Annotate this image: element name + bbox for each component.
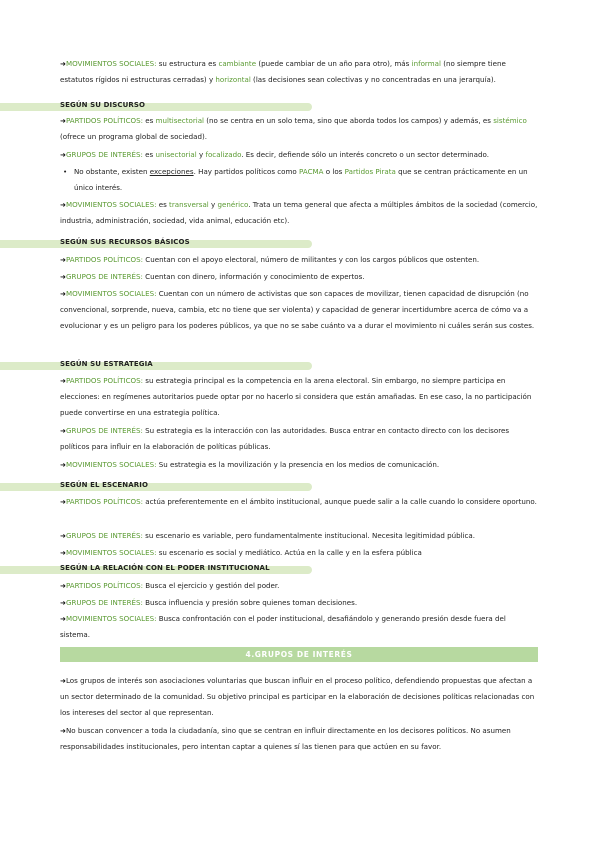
keyword: Partidos Pirata — [344, 167, 396, 176]
section-heading: SEGÚN SU DISCURSO — [60, 101, 146, 109]
label: MOVIMIENTOS SOCIALES: — [65, 200, 157, 209]
section-banner: 4.GRUPOS DE INTERÉS — [60, 647, 538, 662]
arrow-icon: ➜ — [60, 548, 66, 557]
text: (puede cambiar de un año para otro), más — [256, 59, 412, 68]
label: PARTIDOS POLÍTICOS: — [65, 581, 144, 590]
text: Busca confrontación con el poder institucional, desafiándolo y generando presión desde fuera del sistema. — [60, 614, 506, 639]
text: o los — [323, 167, 345, 176]
arrow-icon: ➜ — [60, 59, 66, 68]
keyword: unisectorial — [155, 150, 197, 159]
gi-paragraph — [60, 423, 538, 455]
text: (ofrece un programa global de sociedad). — [60, 131, 208, 141]
label: MOVIMIENTOS SOCIALES: — [65, 548, 157, 557]
arrow-icon: ➜ — [60, 581, 66, 590]
label: PARTIDOS POLÍTICOS: — [65, 255, 144, 264]
text: que se centran prácticamente en un único interés. — [74, 167, 528, 192]
ms-paragraph — [60, 545, 538, 561]
bullet-item — [74, 164, 538, 196]
arrow-icon: ➜ — [60, 376, 66, 385]
keyword: informal — [411, 59, 441, 68]
text: Busca el ejercicio y gestión del poder. — [143, 581, 280, 590]
text: (las decisiones sean colectivas y no concentradas en una jerarquía). — [250, 74, 496, 84]
label: GRUPOS DE INTERÉS: — [65, 531, 143, 540]
text: actúa preferentemente en el ámbito institucional, aunque puede salir a la calle cuando lo considere oportuno. — [143, 497, 537, 506]
arrow-icon: ➜ — [60, 289, 66, 298]
text: su estructura es — [156, 59, 219, 68]
intro-paragraph — [60, 56, 538, 88]
gi-paragraph — [60, 528, 538, 544]
pp-paragraph — [60, 578, 538, 594]
pp-paragraph — [60, 252, 538, 268]
text: . Trata un tema general que afecta a múltiples ámbitos de la sociedad (comercio, industria, administración, sociedad, vida animal, educación etc). — [60, 200, 538, 225]
underlined-text: excepciones — [149, 167, 194, 176]
text: Busca influencia y presión sobre quienes toman decisiones. — [142, 598, 358, 607]
arrow-icon: ➜ — [60, 614, 66, 623]
label: GRUPOS DE INTERÉS: — [65, 598, 143, 607]
text: (no siempre tiene estatutos rígidos ni estructuras cerradas) y — [60, 59, 506, 84]
arrow-icon: ➜ — [60, 116, 66, 125]
section-heading: SEGÚN SUS RECURSOS BÁSICOS — [60, 238, 190, 246]
keyword: transversal — [169, 200, 209, 209]
arrow-icon: ➜ — [60, 272, 66, 281]
keyword: genérico — [217, 200, 249, 209]
text: su estrategia principal es la competencia en la arena electoral. Sin embargo, no siempre participa en elecciones: en regímenes autoritarios puede optar por no hacerlo si considera que están amañadas. En ese caso, la no participación puede convertirse en una estrategia política. — [60, 376, 532, 417]
arrow-icon: ➜ — [60, 460, 66, 469]
text: Cuentan con un número de activistas que son capaces de movilizar, tienen capacidad de disrupción (no convencional, sorprende, nueva, cambia, etc no tiene que ser violenta) y capacidad de generar incertidumbre acerca de cómo va a evolucionar y es un peligro para los poderes públicos, ya que no se sabe cuánto va a durar el movimiento ni cuáles serán sus costes. — [60, 289, 535, 330]
ms-paragraph — [60, 457, 538, 473]
keyword: horizontal — [215, 74, 251, 84]
arrow-icon: ➜ — [60, 497, 66, 506]
keyword: focalizado — [205, 150, 242, 159]
gi-paragraph — [60, 595, 538, 611]
gi-paragraph — [60, 269, 538, 285]
label: PARTIDOS POLÍTICOS: — [65, 116, 144, 125]
text: No obstante, existen — [74, 167, 150, 176]
heading-highlight — [0, 103, 312, 111]
pp-paragraph — [60, 494, 538, 510]
body-paragraph — [60, 673, 538, 720]
keyword: multisectorial — [155, 116, 205, 125]
text: y — [196, 150, 206, 159]
ms-paragraph — [60, 611, 538, 643]
text: Su estrategia es la movilización y la presencia en los medios de comunicación. — [156, 460, 440, 469]
section-heading: SEGÚN LA RELACIÓN CON EL PODER INSTITUCIONAL — [60, 564, 270, 572]
pp-paragraph — [60, 113, 538, 145]
text: No buscan convencer a toda la ciudadanía, sino que se centran en influir directamente en los decisores políticos. No asumen responsabilidades institucionales, pero intentan captar a quienes sí las tienen para que actúen en su favor. — [60, 726, 511, 751]
text: . Es decir, defiende sólo un interés concreto o un sector determinado. — [241, 150, 489, 159]
label: MOVIMIENTOS SOCIALES: — [65, 460, 157, 469]
text: . Hay partidos políticos como — [193, 167, 300, 176]
arrow-icon: ➜ — [60, 200, 66, 209]
ms-paragraph — [60, 286, 538, 333]
label: PARTIDOS POLÍTICOS: — [65, 497, 144, 506]
text: su escenario es variable, pero fundamentalmente institucional. Necesita legitimidad pública. — [142, 531, 476, 540]
label: GRUPOS DE INTERÉS: — [65, 426, 143, 435]
section-heading: SEGÚN EL ESCENARIO — [60, 481, 148, 489]
arrow-icon: ➜ — [60, 150, 66, 159]
pp-paragraph — [60, 373, 538, 420]
arrow-icon: ➜ — [60, 531, 66, 540]
text: Su estrategia es la interacción con las autoridades. Busca entrar en contacto directo con los decisores políticos para influir en la elaboración de políticas públicas. — [60, 426, 510, 451]
text: es — [142, 150, 156, 159]
text: su escenario es social y mediático. Actúa en la calle y en la esfera pública — [156, 548, 422, 557]
keyword: sistémico — [493, 116, 527, 125]
keyword: cambiante — [218, 59, 257, 68]
text: es — [156, 200, 170, 209]
heading-highlight — [0, 483, 312, 491]
arrow-icon: ➜ — [60, 426, 66, 435]
label: GRUPOS DE INTERÉS: — [65, 150, 143, 159]
text: y — [208, 200, 218, 209]
section-heading: SEGÚN SU ESTRATEGIA — [60, 360, 153, 368]
arrow-icon: ➜ — [60, 676, 66, 685]
label: MOVIMIENTOS SOCIALES: — [65, 59, 157, 68]
ms-paragraph — [60, 197, 538, 229]
arrow-icon: ➜ — [60, 255, 66, 264]
text: (no se centra en un solo tema, sino que aborda todos los campos) y además, es — [204, 116, 494, 125]
body-paragraph — [60, 723, 538, 755]
label: GRUPOS DE INTERÉS: — [65, 272, 143, 281]
text: Cuentan con dinero, información y conocimiento de expertos. — [142, 272, 365, 281]
arrow-icon: ➜ — [60, 726, 66, 735]
text: es — [143, 116, 156, 125]
keyword: PACMA — [299, 167, 324, 176]
label: MOVIMIENTOS SOCIALES: — [65, 289, 157, 298]
heading-highlight — [0, 362, 312, 370]
gi-paragraph — [60, 147, 538, 163]
arrow-icon: ➜ — [60, 598, 66, 607]
text: Los grupos de interés son asociaciones voluntarias que buscan influir en el proceso político, defendiendo propuestas que afectan a un sector determinado de la comunidad. Su objetivo principal es participar en la elaboración de decisiones políticas relacionadas con los intereses del sector al que representan. — [60, 676, 535, 717]
label: PARTIDOS POLÍTICOS: — [65, 376, 144, 385]
text: Cuentan con el apoyo electoral, número de militantes y con los cargos públicos que ostenten. — [143, 255, 480, 264]
label: MOVIMIENTOS SOCIALES: — [65, 614, 157, 623]
